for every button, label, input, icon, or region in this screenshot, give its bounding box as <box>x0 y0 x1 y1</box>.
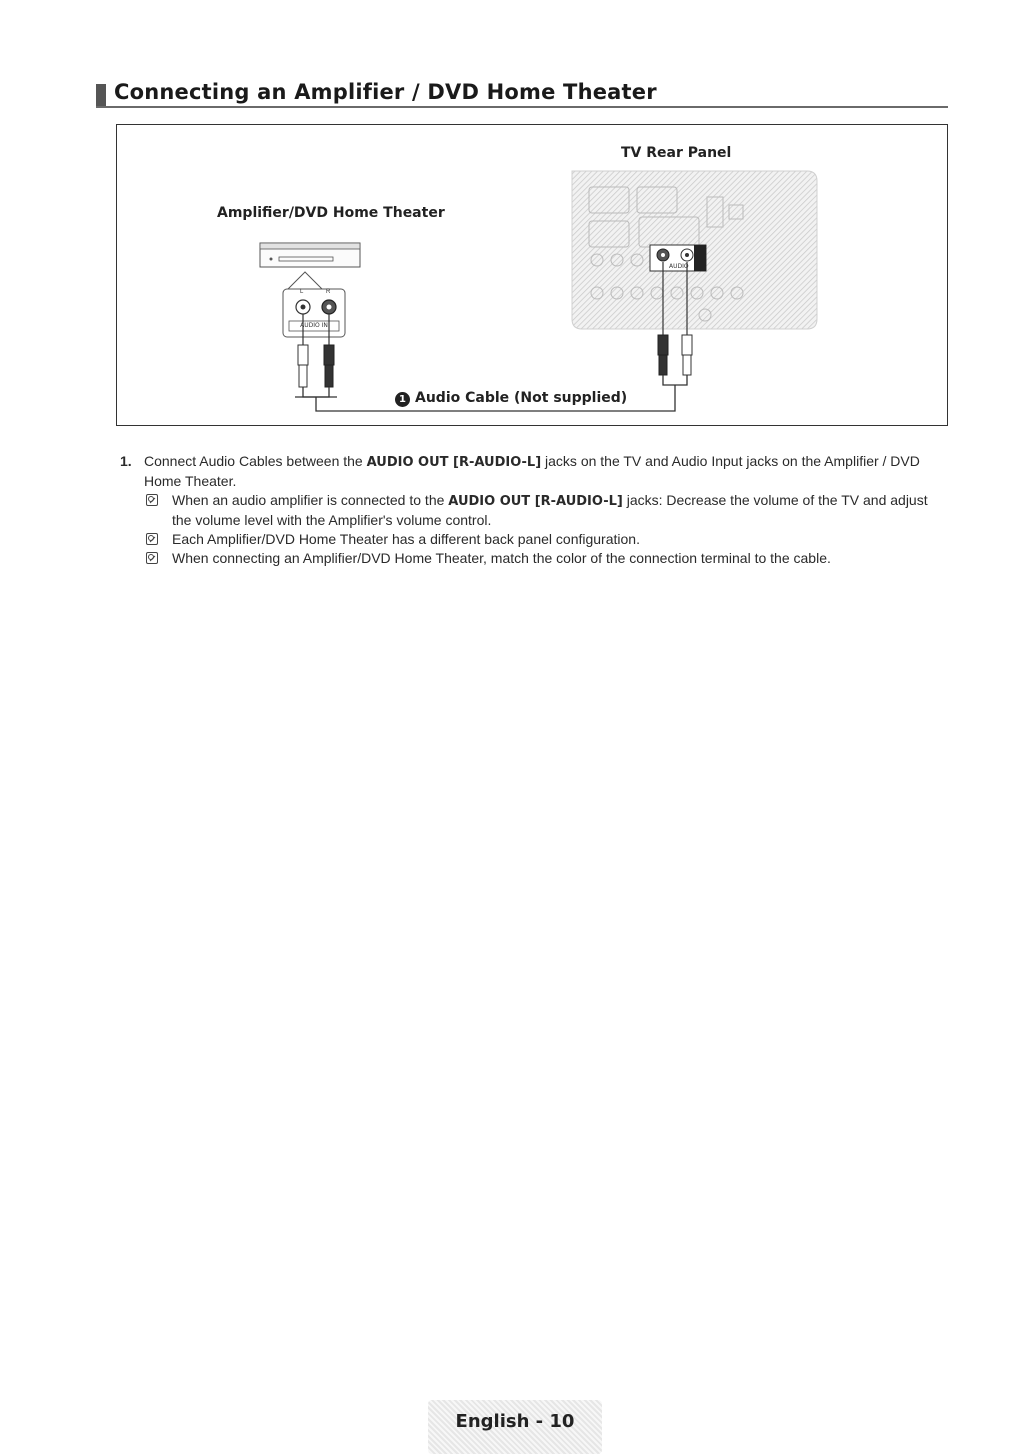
step-text-before: Connect Audio Cables between the <box>144 453 367 469</box>
device-channel-left: L <box>300 289 304 295</box>
section-title: Connecting an Amplifier / DVD Home Theater <box>114 80 657 104</box>
tv-rear-panel-label: TV Rear Panel <box>621 145 732 161</box>
step-number: 1. <box>120 453 132 469</box>
note-1-text-after: jacks: Decrease the volume of the TV and adjust the volume level with the Amplifier's volume control. <box>172 492 928 528</box>
note-1-jack-name: AUDIO OUT [R-AUDIO-L] <box>448 494 623 509</box>
note-icon <box>146 494 158 506</box>
tv-audio-label: AUDIO <box>669 263 689 270</box>
cable-number: 1 <box>399 394 406 405</box>
device-label: Amplifier/DVD Home Theater <box>217 205 445 221</box>
step-1 <box>120 452 950 491</box>
note-2 <box>120 530 950 549</box>
device-channel-right: R <box>326 289 331 295</box>
heading-marker <box>96 84 106 108</box>
heading-rule <box>96 106 948 108</box>
tv-rear-panel <box>572 171 817 329</box>
device-audio-in-panel <box>283 289 345 337</box>
diagram-illustration <box>117 125 949 427</box>
note-1 <box>120 491 950 530</box>
step-jack-name: AUDIO OUT [R-AUDIO-L] <box>366 455 542 470</box>
step-text-after: jacks on the TV and Audio Input jacks on the Amplifier / DVD Home Theater. <box>144 453 920 489</box>
note-icon <box>146 552 158 564</box>
note-3-text: When connecting an Amplifier/DVD Home Theater, match the color of the connection terminal to the cable. <box>172 550 831 566</box>
audio-in-label: AUDIO IN <box>300 322 328 329</box>
note-1-text-before: When an audio amplifier is connected to the <box>172 492 449 508</box>
dvd-player-icon <box>260 243 360 267</box>
instructions <box>120 452 950 568</box>
connection-diagram <box>116 124 948 426</box>
note-3 <box>120 549 950 568</box>
page-number: English - 10 <box>455 1411 575 1432</box>
note-2-text: Each Amplifier/DVD Home Theater has a different back panel configuration. <box>172 531 640 547</box>
cable-number-badge <box>395 392 410 407</box>
note-icon <box>146 533 158 545</box>
cable-label: Audio Cable (Not supplied) <box>415 390 628 406</box>
